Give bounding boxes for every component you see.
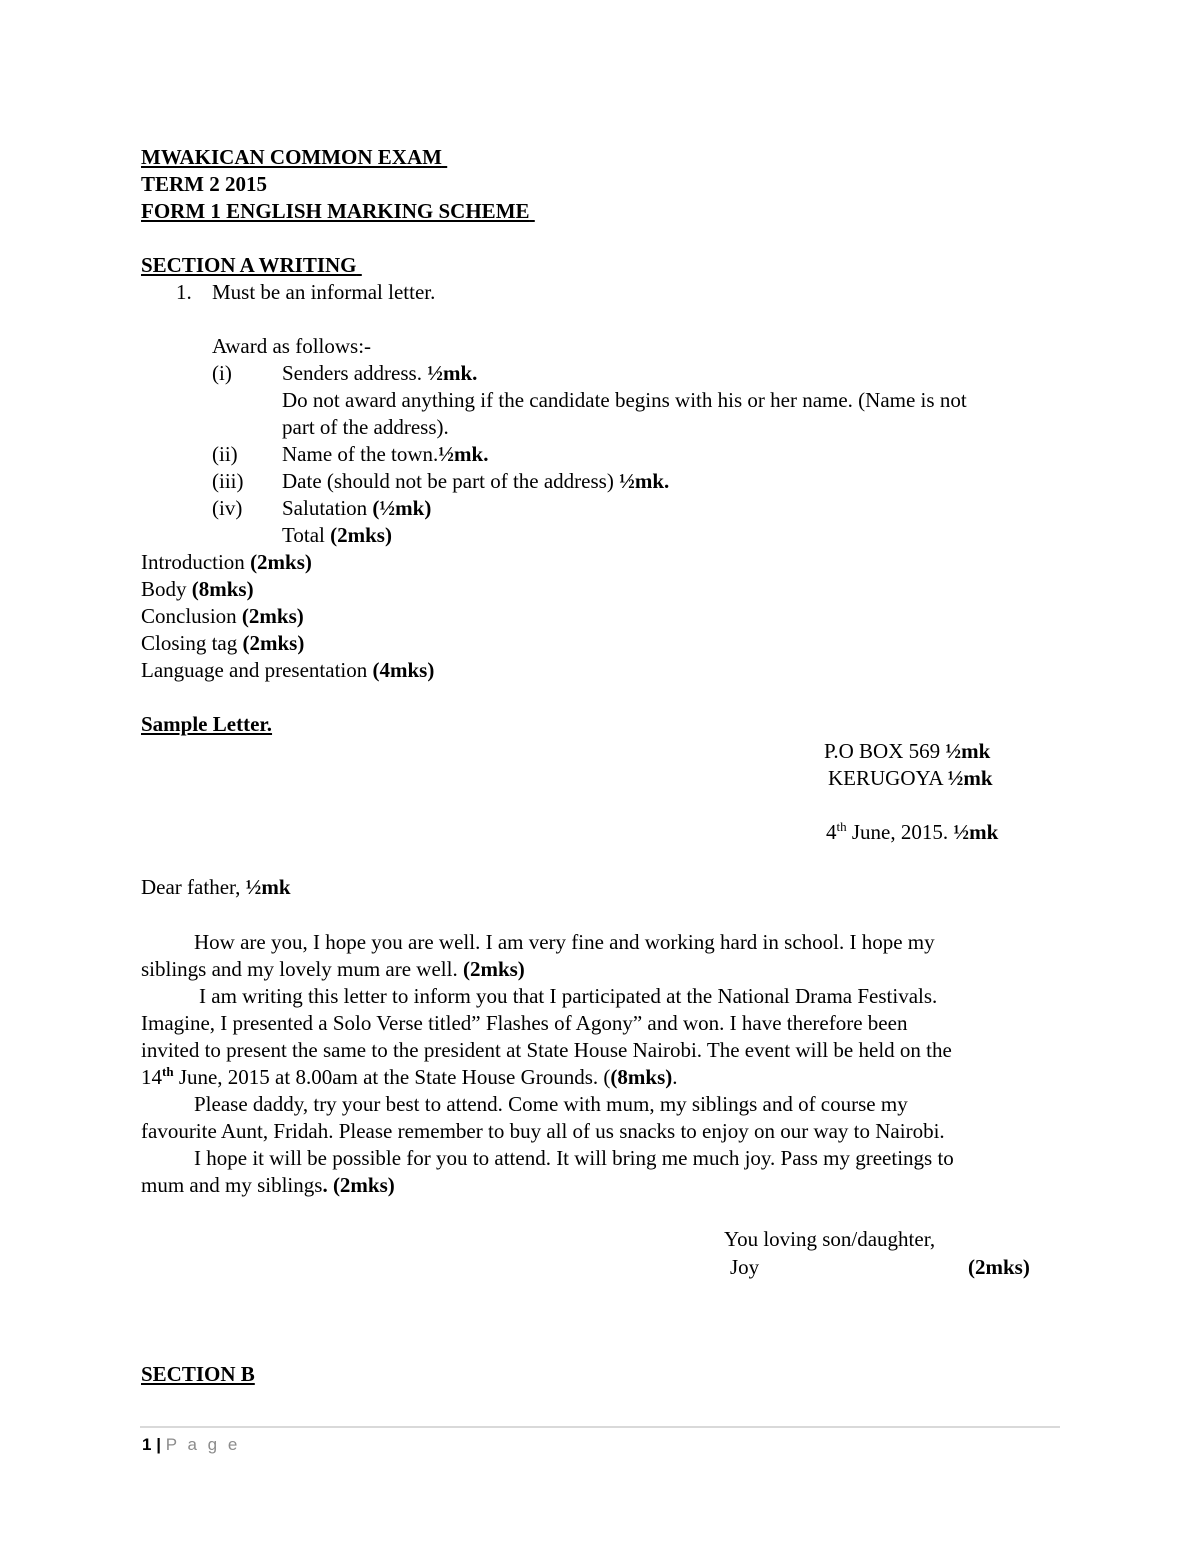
note-line: part of the address). xyxy=(282,415,449,439)
item-text: Name of the town.½mk. xyxy=(282,442,489,466)
letter-closing: You loving son/daughter, xyxy=(724,1227,936,1251)
item-text: Date (should not be part of the address) ½mk. xyxy=(282,469,670,493)
paragraph-line: 14th June, 2015 at 8.00am at the State House Grounds. ((8mks). xyxy=(141,1064,678,1089)
question-text: Must be an informal letter. xyxy=(212,280,436,304)
section-b-heading: SECTION B xyxy=(141,1362,255,1386)
breakdown-item: Body (8mks) xyxy=(141,577,254,601)
item-text: Senders address. ½mk. xyxy=(282,361,478,385)
paragraph-line: How are you, I hope you are well. I am very fine and working hard in school. I hope my xyxy=(194,930,935,954)
page-number: 1 xyxy=(142,1435,152,1454)
exam-subject: FORM 1 ENGLISH MARKING SCHEME xyxy=(141,199,530,223)
item-number: (iii) xyxy=(212,469,244,493)
address-line: P.O BOX 569 ½mk xyxy=(824,739,991,763)
footer-divider xyxy=(140,1426,1060,1428)
paragraph-line: Please daddy, try your best to attend. Come with mum, my siblings and of course my xyxy=(194,1092,908,1116)
award-intro: Award as follows:- xyxy=(212,334,372,358)
note-line: Do not award anything if the candidate begins with his or her name. (Name is not xyxy=(282,388,967,412)
section-a-heading: SECTION A WRITING xyxy=(141,253,357,277)
exam-title: MWAKICAN COMMON EXAM xyxy=(141,145,442,169)
sample-letter-heading: Sample Letter. xyxy=(141,712,273,736)
paragraph-line: favourite Aunt, Fridah. Please remember to buy all of us snacks to enjoy on our way to Nairobi. xyxy=(141,1119,945,1143)
closing-mark: (2mks) xyxy=(968,1255,1030,1279)
address-town: KERUGOYA ½mk xyxy=(828,766,993,790)
item-text: Salutation (½mk) xyxy=(282,496,432,520)
question-number: 1. xyxy=(176,280,192,304)
item-number: (ii) xyxy=(212,442,238,466)
paragraph-line: invited to present the same to the president at State House Nairobi. The event will be held on the xyxy=(141,1038,952,1062)
letter-signature: Joy xyxy=(730,1255,760,1279)
item-number: (i) xyxy=(212,361,232,385)
breakdown-item: Introduction (2mks) xyxy=(141,550,312,574)
paragraph-line: Imagine, I presented a Solo Verse titled” Flashes of Agony” and won. I have therefore been xyxy=(141,1011,908,1035)
breakdown-item: Closing tag (2mks) xyxy=(141,631,305,655)
paragraph-line: mum and my siblings. (2mks) xyxy=(141,1173,395,1197)
breakdown-item: Language and presentation (4mks) xyxy=(141,658,435,682)
item-number: (iv) xyxy=(212,496,243,520)
letter-salutation: Dear father, ½mk xyxy=(141,875,291,899)
exam-term: TERM 2 2015 xyxy=(141,172,267,196)
letter-date: 4th June, 2015. ½mk xyxy=(826,819,999,844)
breakdown-item: Conclusion (2mks) xyxy=(141,604,304,628)
paragraph-line: I hope it will be possible for you to attend. It will bring me much joy. Pass my greetings to xyxy=(194,1146,954,1170)
paragraph-line: siblings and my lovely mum are well. (2mks) xyxy=(141,957,525,981)
total-line: Total (2mks) xyxy=(282,523,392,547)
page-footer: 1 | P a g e xyxy=(142,1435,241,1454)
page-label: P a g e xyxy=(165,1435,241,1454)
paragraph-line: I am writing this letter to inform you that I participated at the National Drama Festivals. xyxy=(199,984,938,1008)
